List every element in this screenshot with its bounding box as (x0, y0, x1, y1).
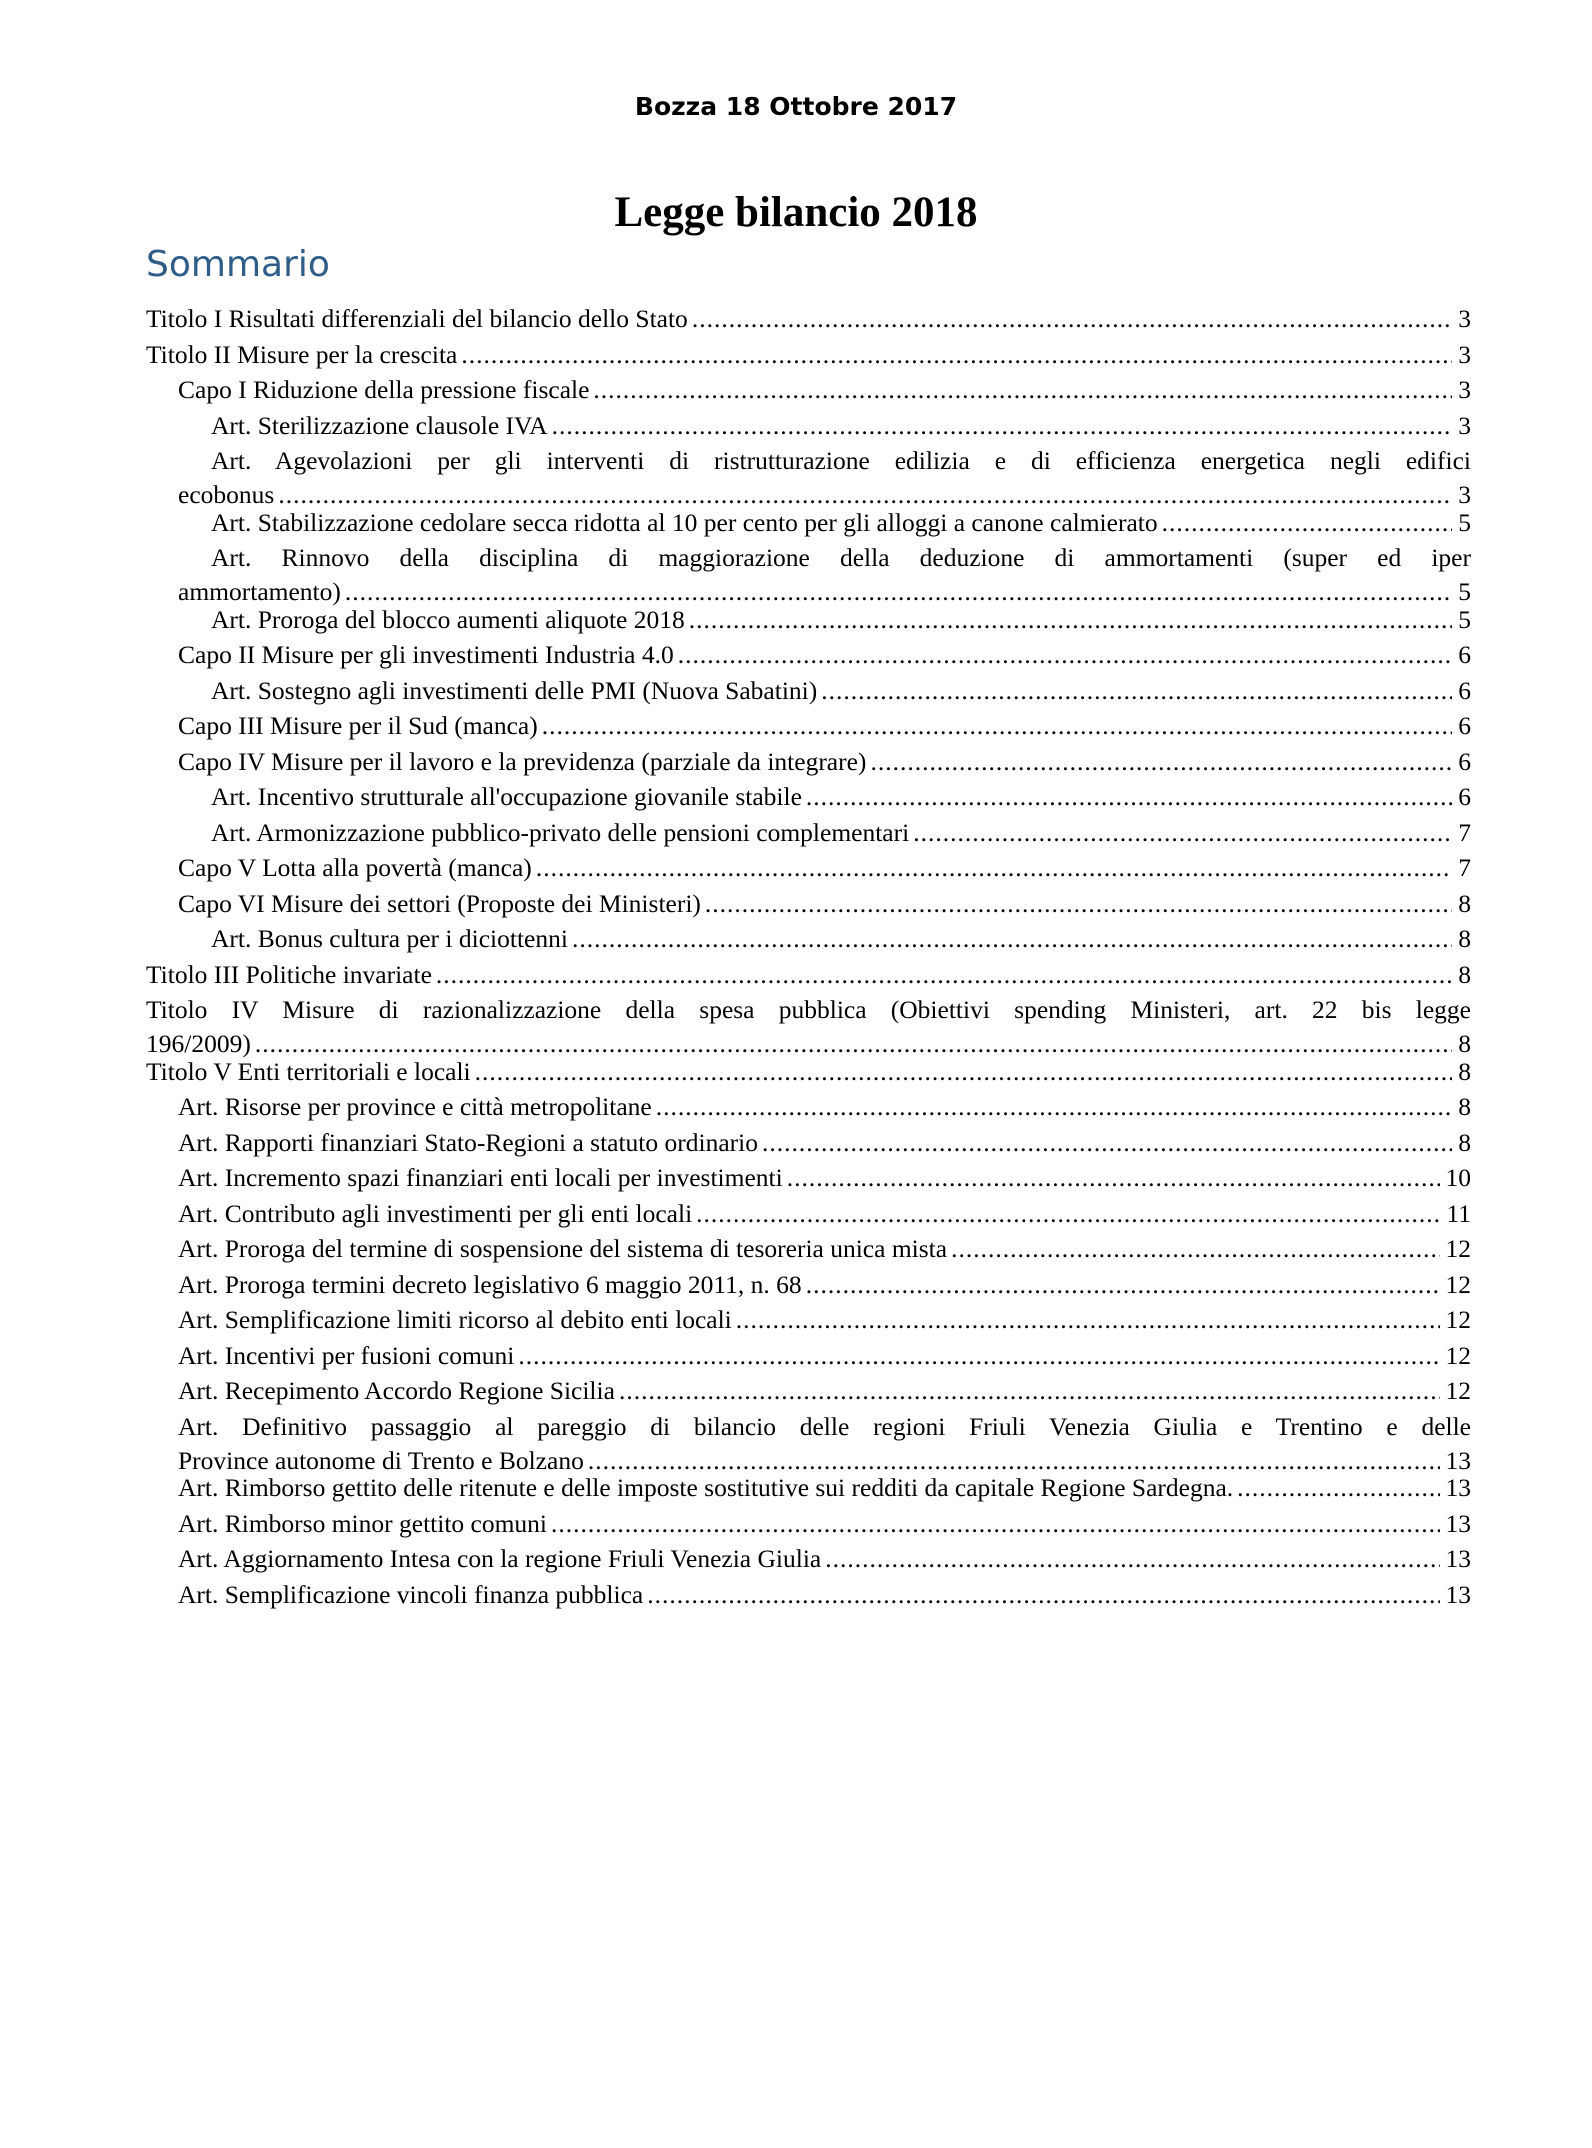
toc-entry[interactable] (178, 1090, 1471, 1124)
dot-leader (689, 603, 1452, 637)
toc-entry[interactable] (178, 887, 1471, 921)
toc-entry[interactable] (146, 958, 1471, 992)
toc-page-number: 12 (1445, 1376, 1471, 1405)
toc-entry[interactable] (178, 638, 1471, 672)
toc-entry[interactable] (211, 603, 1471, 637)
dot-leader (692, 302, 1452, 336)
toc-page-number: 8 (1458, 1029, 1471, 1058)
toc-entry-text: Art. Proroga del blocco aumenti aliquote 2018 (211, 604, 685, 634)
toc-page-number: 6 (1458, 711, 1471, 740)
dot-leader (762, 1126, 1452, 1160)
toc-entry[interactable] (178, 444, 1471, 512)
toc-page-number: 6 (1458, 675, 1471, 705)
toc-page-number: 12 (1445, 1305, 1471, 1334)
dot-leader (1237, 1471, 1439, 1505)
dot-leader (572, 922, 1452, 956)
toc-heading: Sommario (146, 244, 330, 285)
draft-label: Bozza 18 Ottobre 2017 (634, 92, 958, 121)
dot-leader (552, 409, 1453, 443)
toc-entry-text: Art. Aggiornamento Intesa con la regione Friuli Venezia Giulia (178, 1544, 822, 1573)
toc-entry[interactable] (178, 1303, 1471, 1337)
toc-entry[interactable] (178, 1410, 1471, 1478)
toc-entry-text: Art. Rimborso gettito delle ritenute e delle imposte sostitutive sui redditi da capitale Regione Sardegna. (178, 1473, 1234, 1502)
toc-entry[interactable] (178, 1268, 1471, 1302)
toc-entry[interactable] (178, 1339, 1471, 1373)
dot-leader (619, 1374, 1440, 1408)
dot-leader (436, 958, 1452, 992)
toc-page-number: 13 (1445, 1508, 1471, 1538)
toc-page-number: 8 (1458, 1056, 1471, 1086)
toc-entry[interactable] (178, 1232, 1471, 1266)
toc-page-number: 13 (1445, 1445, 1471, 1475)
toc-page-number: 7 (1458, 853, 1471, 882)
toc-entry[interactable] (178, 373, 1471, 407)
toc-page-number: 3 (1458, 410, 1471, 440)
toc-entry[interactable] (178, 1197, 1471, 1231)
toc-entry-text: Art. Rinnovo della disciplina di maggiorazione della deduzione di ammortamenti (super ed iper (211, 543, 1471, 572)
toc-entry-text-continued: Province autonome di Trento e Bolzano (178, 1445, 584, 1475)
toc-entry[interactable] (178, 709, 1471, 743)
toc-entry-text: Art. Incentivi per fusioni comuni (178, 1340, 515, 1370)
toc-page-number: 8 (1458, 1127, 1471, 1157)
dot-leader (787, 1161, 1440, 1195)
toc-entry-text: Titolo V Enti territoriali e locali (146, 1056, 471, 1086)
toc-entry[interactable] (178, 851, 1471, 885)
dot-leader (821, 674, 1452, 708)
toc-page-number: 12 (1445, 1340, 1471, 1370)
toc-entry-text: Titolo III Politiche invariate (146, 959, 432, 989)
toc-page-number: 3 (1458, 304, 1471, 333)
dot-leader (656, 1090, 1453, 1124)
toc-page-number: 13 (1445, 1579, 1471, 1609)
dot-leader (518, 1339, 1439, 1373)
dot-leader (475, 1055, 1453, 1089)
toc-entry[interactable] (178, 1161, 1471, 1195)
dot-leader (806, 780, 1452, 814)
dot-leader (461, 338, 1452, 372)
toc-entry-text: Art. Sterilizzazione clausole IVA (211, 410, 548, 440)
toc-page-number: 7 (1458, 817, 1471, 847)
toc-entry-text: Titolo IV Misure di razionalizzazione della spesa pubblica (Obiettivi spending Ministeri, art. 22 bis legge (146, 995, 1471, 1024)
dot-leader (870, 745, 1452, 779)
toc-page-number: 6 (1458, 640, 1471, 669)
toc-entry-text: Titolo I Risultati differenziali del bilancio dello Stato (146, 304, 688, 333)
dot-leader (736, 1303, 1440, 1337)
toc-entry-text: Art. Sostegno agli investimenti delle PMI (Nuova Sabatini) (211, 675, 818, 705)
toc-entry-text: Art. Semplificazione limiti ricorso al debito enti locali (178, 1305, 732, 1334)
toc-entry[interactable] (211, 674, 1471, 708)
toc-page-number: 10 (1445, 1163, 1471, 1192)
dot-leader (542, 709, 1453, 743)
toc-entry[interactable] (146, 338, 1471, 372)
toc-entry-text: Capo II Misure per gli investimenti Industria 4.0 (178, 640, 674, 669)
toc-page-number: 3 (1458, 375, 1471, 404)
toc-entry-text: Art. Incremento spazi finanziari enti locali per investimenti (178, 1163, 783, 1192)
dot-leader (593, 373, 1452, 407)
toc-entry-text: Art. Agevolazioni per gli interventi di ristrutturazione edilizia e di efficienza energetica negli edifici (211, 446, 1471, 475)
toc-entry[interactable] (146, 993, 1471, 1061)
toc-entry[interactable] (211, 409, 1471, 443)
toc-entry-text: Capo III Misure per il Sud (manca) (178, 711, 538, 740)
toc-entry-text: Capo VI Misure dei settori (Proposte dei Ministeri) (178, 888, 701, 918)
toc-page-number: 5 (1458, 577, 1471, 606)
toc-entry-text: Art. Stabilizzazione cedolare secca ridotta al 10 per cento per gli alloggi a canone calmierato (211, 507, 1158, 537)
toc-page-number: 6 (1458, 782, 1471, 811)
dot-leader (647, 1578, 1439, 1612)
toc-entry[interactable] (178, 1542, 1471, 1576)
toc-entry[interactable] (178, 1507, 1471, 1541)
toc-page-number: 6 (1458, 746, 1471, 776)
toc-entry[interactable] (211, 780, 1471, 814)
toc-page-number: 8 (1458, 924, 1471, 953)
toc-entry-text: Capo V Lotta alla povertà (manca) (178, 853, 532, 882)
toc-entry[interactable] (146, 1055, 1471, 1089)
dot-leader (951, 1232, 1439, 1266)
toc-entry[interactable] (146, 302, 1471, 336)
toc-entry[interactable] (178, 1374, 1471, 1408)
toc-entry-text: Art. Proroga termini decreto legislativo 6 maggio 2011, n. 68 (178, 1269, 802, 1299)
dot-leader (551, 1507, 1439, 1541)
toc-entry[interactable] (178, 1126, 1471, 1160)
dot-leader (913, 816, 1452, 850)
toc-entry-text-continued: ecobonus (178, 480, 275, 509)
toc-entry[interactable] (211, 506, 1471, 540)
toc-entry-text: Art. Bonus cultura per i diciottenni (211, 924, 568, 953)
toc-entry[interactable] (178, 745, 1471, 779)
dot-leader (825, 1542, 1439, 1576)
toc-entry[interactable] (178, 541, 1471, 609)
toc-entry-text: Art. Armonizzazione pubblico-privato delle pensioni complementari (211, 817, 910, 847)
toc-page-number: 8 (1458, 959, 1471, 989)
toc-entry-text: Capo I Riduzione della pressione fiscale (178, 375, 590, 404)
toc-entry-text: Art. Incentivo strutturale all'occupazione giovanile stabile (211, 782, 802, 811)
toc-entry[interactable] (178, 1471, 1471, 1505)
toc-entry[interactable] (211, 816, 1471, 850)
toc-page-number: 3 (1458, 339, 1471, 369)
dot-leader (705, 887, 1452, 921)
toc-page-number: 5 (1458, 604, 1471, 634)
toc-entry-text-continued: 196/2009) (146, 1029, 251, 1058)
toc-entry-text: Art. Definitivo passaggio al pareggio di bilancio delle regioni Friuli Venezia Giulia e Trentino e delle (178, 1411, 1471, 1441)
toc-entry-text-continued: ammortamento) (178, 577, 341, 606)
toc-entry-text: Art. Rapporti finanziari Stato-Regioni a statuto ordinario (178, 1127, 758, 1157)
toc-page-number: 5 (1458, 507, 1471, 537)
toc-page-number: 11 (1446, 1198, 1471, 1228)
toc-entry-text: Titolo II Misure per la crescita (146, 339, 458, 369)
toc-entry-text: Capo IV Misure per il lavoro e la previdenza (parziale da integrare) (178, 746, 867, 776)
toc-page-number: 12 (1445, 1269, 1471, 1299)
dot-leader (696, 1197, 1440, 1231)
toc-page-number: 12 (1445, 1234, 1471, 1263)
dot-leader (678, 638, 1453, 672)
toc-page-number: 8 (1458, 888, 1471, 918)
dot-leader (1162, 506, 1453, 540)
document-title: Legge bilancio 2018 (614, 189, 978, 236)
toc-entry-text: Art. Contributo agli investimenti per gli enti locali (178, 1198, 693, 1228)
toc-entry-text: Art. Semplificazione vincoli finanza pubblica (178, 1579, 644, 1609)
toc-entry-text: Art. Rimborso minor gettito comuni (178, 1508, 548, 1538)
toc-page-number: 13 (1445, 1473, 1471, 1502)
toc-entry-text: Art. Risorse per province e città metropolitane (178, 1092, 652, 1121)
dot-leader (536, 851, 1452, 885)
toc-entry[interactable] (178, 1578, 1471, 1612)
toc-entry-text: Art. Recepimento Accordo Regione Sicilia (178, 1376, 615, 1405)
toc-page-number: 8 (1458, 1092, 1471, 1121)
toc-entry-text: Art. Proroga del termine di sospensione del sistema di tesoreria unica mista (178, 1234, 948, 1263)
toc-page-number: 13 (1445, 1544, 1471, 1573)
toc-entry[interactable] (211, 922, 1471, 956)
toc-page-number: 3 (1458, 480, 1471, 509)
dot-leader (806, 1268, 1440, 1302)
